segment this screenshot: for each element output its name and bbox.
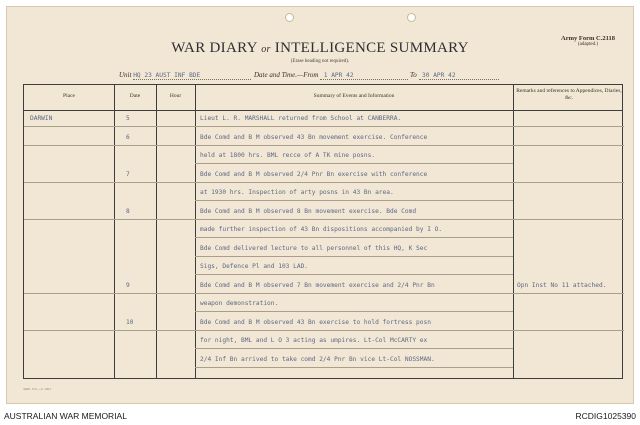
diary-sheet [6,6,634,404]
army-form-sub: (adapted.) [577,42,599,47]
footer-credit: AUSTRALIAN WAR MEMORIAL [4,411,127,421]
to-value: 30 APR 42 [422,72,456,79]
row-rule [195,367,513,368]
column-header-remarks: Remarks and references to Appendices, Diaries, &c. [516,88,622,101]
summary-cell: Lieut L. R. MARSHALL returned from School at CANBERRA. [200,115,402,122]
summary-cell: held at 1800 hrs. BML recce of A TK mine posns. [200,152,376,159]
summary-cell: 2/4 Inf Bn arrived to take comd 2/4 Pnr Bn vice Lt-Col NOSSMAN. [200,355,435,363]
title-or: or [261,44,271,55]
punch-hole [407,13,416,22]
summary-cell: made further inspection of 43 Bn dispositions accompanied by I O. [200,226,443,233]
summary-cell: Bde Comd and B M observed 2/4 Pnr Bn exercise with conference [200,170,428,178]
column-header-place: Place [63,93,75,99]
row-rule [195,163,513,164]
printer-mark: 3400. S.S.—C.1901 [23,387,52,391]
page-title [7,40,633,57]
row-rule [24,330,624,331]
remarks-cell: Opn Inst No 11 attached. [517,281,607,289]
title-war-diary: WAR DIARY [171,40,258,56]
row-rule [195,274,513,275]
date-cell: 10 [126,318,134,326]
summary-cell: weapon demonstration. [200,300,279,307]
summary-cell: at 1930 hrs. Inspection of arty posns in 43 Bn area. [200,189,394,196]
punch-hole [285,13,294,22]
army-form-label: Army Form C.2118 [561,35,615,42]
title-intelligence-summary: INTELLIGENCE SUMMARY [274,40,469,56]
summary-cell: for night, BML and L O 3 acting as umpires. Lt-Col McCARTY ex [200,337,428,344]
date-from-label: Date and Time.—From [254,71,319,79]
summary-cell: Bde Comd delivered lecture to all personnel of this HQ, K Sec [200,244,428,252]
unit-field [119,71,251,80]
column-header-summary: Summary of Events and Information [313,93,395,99]
summary-cell: Bde Comd and B M observed 43 Bn exercise to hold fortress posn [200,318,431,326]
date-field [254,71,499,80]
row-rule [195,256,513,257]
unit-value: HQ 23 AUST INF BDE [133,72,201,79]
date-cell: 8 [126,207,130,215]
summary-cell: Bde Comd and B M observed 43 Bn movement exercise. Conference [200,133,428,141]
row-rule [24,182,624,183]
place-cell: DARWIN [30,115,53,122]
row-rule [24,145,624,146]
page-subtitle: (Erase heading not required). [290,59,350,64]
summary-cell: Sigs, Defence Pl and 103 LAD. [200,263,309,270]
from-value: 1 APR 42 [323,72,354,79]
row-rule [195,311,513,312]
summary-cell: Bde Comd and B M observed 7 Bn movement exercise and 2/4 Pnr Bn [200,281,435,289]
row-rule [195,200,513,201]
row-rule [24,293,624,294]
summary-cell: Bde Comd and B M observed 8 Bn movement exercise. Bde Comd [200,207,417,215]
row-rule [195,348,513,349]
row-rule [195,237,513,238]
date-cell: 7 [126,170,130,178]
unit-label: Unit [119,71,132,79]
diary-table [23,84,623,379]
to-label: To [410,71,417,79]
date-cell: 6 [126,133,130,141]
column-header-date: Date [129,93,141,99]
footer-record-id: RCDIG1025390 [575,411,636,421]
date-cell: 9 [126,281,130,289]
row-rule [24,126,624,127]
row-rule [24,219,624,220]
date-cell: 5 [126,115,130,122]
column-header-hour: Hour [169,93,182,99]
